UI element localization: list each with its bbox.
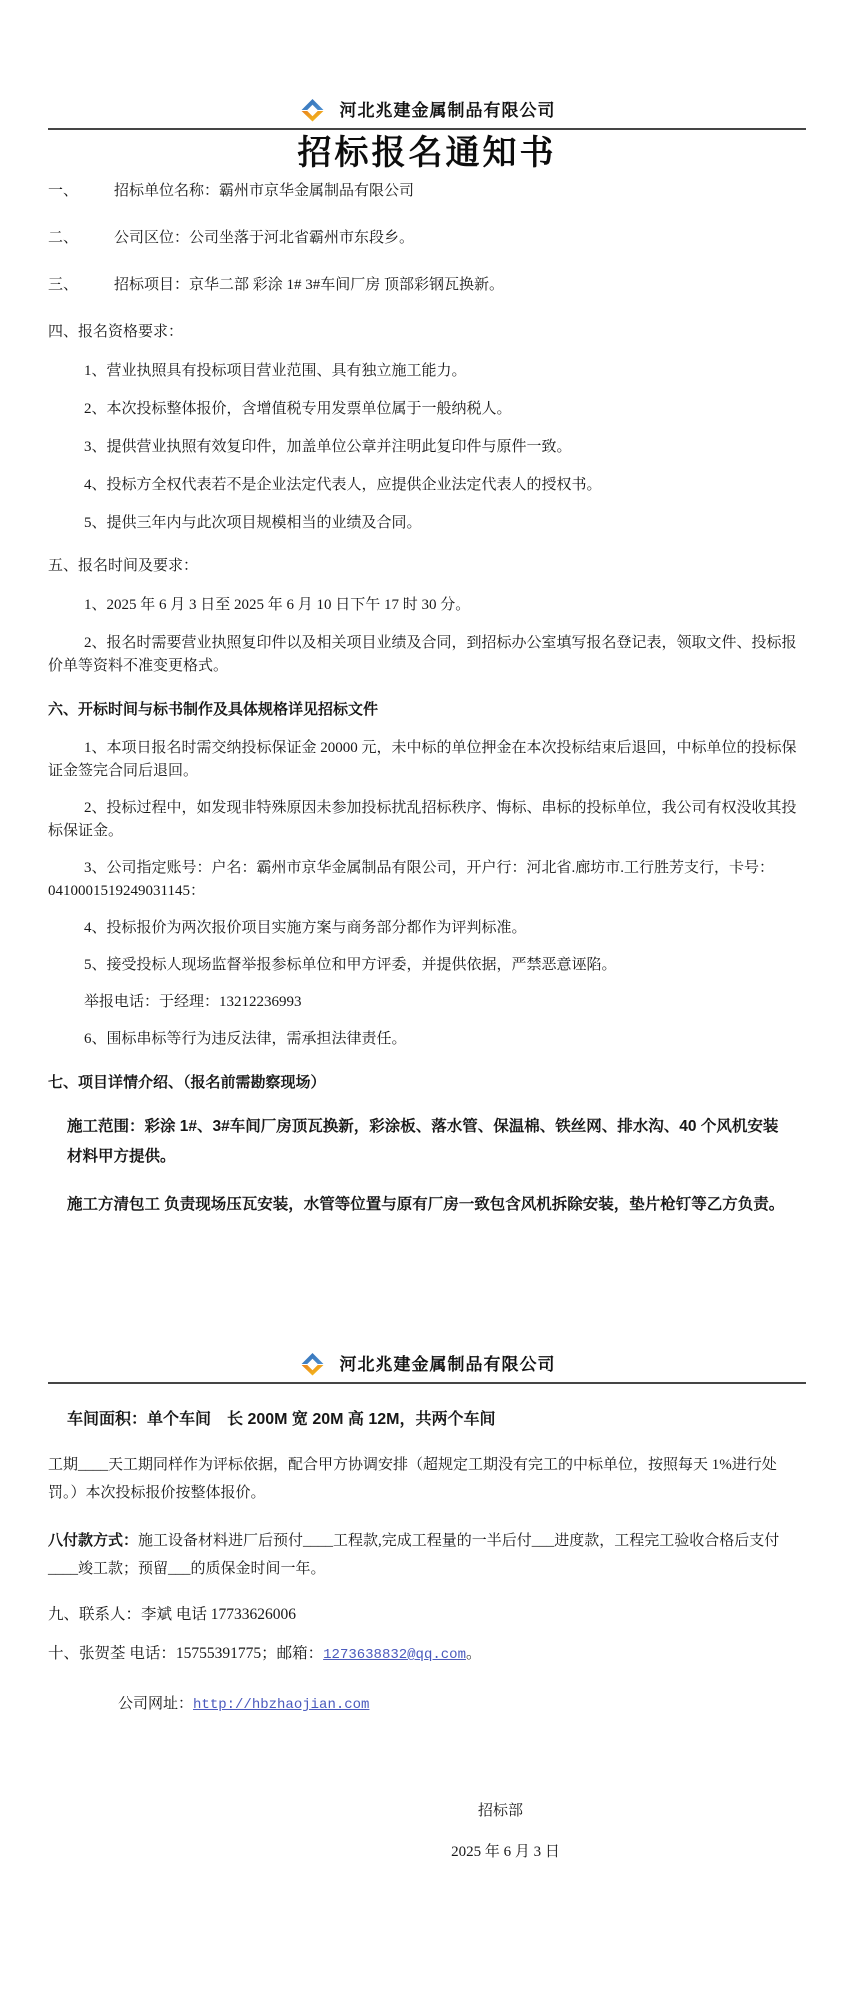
company-header-page2 <box>48 1350 806 1378</box>
contact-line-2 <box>48 1642 806 1667</box>
section-4-item-4: 4、投标方全权代表若不是企业法定代表人，应提供企业法定代表人的授权书。 <box>84 477 602 493</box>
contractor-duty-paragraph: 施工方清包工 负责现场压瓦安装，水管等位置与原有厂房一致包含风机拆除安装，垫片枪钉等乙方负责。 <box>67 1196 785 1213</box>
section-4-item-5: 5、提供三年内与此次项目规模相当的业绩及合同。 <box>84 515 422 531</box>
item-2-number: 二、 <box>48 230 79 246</box>
section-6-item-1: 1、本项日报名时需交纳投标保证金 20000 元，未中标的单位押金在本次投标结束后退回，中标单位的投标保证金签完合同后退回。 <box>48 740 797 779</box>
item-3-text: 招标项目：京华二部 彩涂 1# 3#车间厂房 顶部彩钢瓦换新。 <box>114 277 505 293</box>
page-break-spacer <box>48 1238 806 1350</box>
website-label: 公司网址： <box>118 1696 194 1712</box>
company-name: 河北兆建金属制品有限公司 <box>339 1354 556 1374</box>
website-line <box>118 1693 806 1717</box>
contact-line-1: 九、联系人：李斌 电话 17733626006 <box>48 1606 297 1623</box>
header-rule-page2 <box>48 1382 806 1384</box>
item-1 <box>48 180 806 203</box>
section-4-item-2: 2、本次投标整体报价，含增值税专用发票单位属于一般纳税人。 <box>84 401 512 417</box>
company-logo-icon <box>299 1352 326 1376</box>
item-3-number: 三、 <box>48 277 79 293</box>
section-7-heading: 七、项目详情介绍、（报名前需勘察现场） <box>48 1074 326 1091</box>
item-2-text: 公司区位：公司坐落于河北省霸州市东段乡。 <box>114 230 415 246</box>
section-5-item-1: 1、2025 年 6 月 3 日至 2025 年 6 月 10 日下午 17 时 30 分。 <box>84 597 471 613</box>
section-6-item-5: 5、接受投标人现场监督举报参标单位和甲方评委，并提供依据，严禁恶意诬陷。 <box>84 957 617 973</box>
company-name: 河北兆建金属制品有限公司 <box>339 100 556 120</box>
workshop-area-line: 车间面积：单个车间 长 200M 宽 20M 高 12M，共两个车间 <box>67 1411 496 1428</box>
item-2 <box>48 227 806 250</box>
company-logo-icon <box>299 98 326 122</box>
email-link[interactable]: 1273638832@qq.com <box>323 1647 466 1663</box>
item-3 <box>48 274 806 297</box>
section-6-item-4: 4、投标报价为两次报价项目实施方案与商务部分都作为评判标准。 <box>84 920 527 936</box>
contact-2-text: 十、张贺荃 电话：15755391775；邮箱： <box>48 1645 324 1662</box>
contact-2-suffix: 。 <box>465 1645 482 1662</box>
signature-date: 2025 年 6 月 3 日 <box>451 1844 560 1860</box>
report-phone-line: 举报电话：于经理：13212236993 <box>84 994 302 1010</box>
item-1-text: 招标单位名称：霸州市京华金属制品有限公司 <box>114 183 415 199</box>
payment-paragraph <box>48 1527 806 1583</box>
signature-department: 招标部 <box>477 1803 523 1819</box>
header-rule <box>48 128 806 130</box>
section-6-item-3: 3、公司指定账号：户名：霸州市京华金属制品有限公司，开户行：河北省.廊坊市.工行胜芳支行，卡号：0410001519249031145： <box>48 860 775 899</box>
section-4-heading: 四、报名资格要求： <box>48 324 184 340</box>
duration-paragraph: 工期____天工期同样作为评标依据，配合甲方协调安排（超规定工期没有完工的中标单位，按照每天 1%进行处罚。）本次投标报价按整体报价。 <box>48 1457 777 1501</box>
section-5-heading: 五、报名时间及要求： <box>48 558 199 574</box>
payment-label: 八付款方式： <box>48 1532 139 1549</box>
section-6-item-6: 6、围标串标等行为违反法律，需承担法律责任。 <box>84 1031 407 1047</box>
payment-text: 施工设备材料进厂后预付____工程款,完成工程量的一半后付___进度款，工程完工验收合格后支付____竣工款；预留___的质保金时间一年。 <box>48 1533 780 1577</box>
document-title: 招标报名通知书 <box>297 135 557 172</box>
section-5-item-2: 2、报名时需要营业执照复印件以及相关项目业绩及合同，到招标办公室填写报名登记表，领取文件、投标报价单等资料不准变更格式。 <box>48 635 797 674</box>
website-link[interactable]: http://hbzhaojian.com <box>193 1697 370 1713</box>
item-1-number: 一、 <box>48 183 79 199</box>
section-6-heading: 六、开标时间与标书制作及具体规格详见招标文件 <box>48 701 379 718</box>
section-4-item-3: 3、提供营业执照有效复印件，加盖单位公章并注明此复印件与原件一致。 <box>84 439 572 455</box>
signature-block <box>0 1800 851 1864</box>
section-6-item-2: 2、投标过程中，如发现非特殊原因未参加投标扰乱招标秩序、悔标、串标的投标单位，我公司有权没收其投标保证金。 <box>48 800 797 839</box>
section-4-item-1: 1、营业执照具有投标项目营业范围、具有独立施工能力。 <box>84 363 467 379</box>
company-header <box>48 96 806 124</box>
construction-scope-paragraph: 施工范围：彩涂 1#、3#车间厂房顶瓦换新，彩涂板、落水管、保温棉、铁丝网、排水沟、40 个风机安装 材料甲方提供。 <box>67 1118 794 1165</box>
